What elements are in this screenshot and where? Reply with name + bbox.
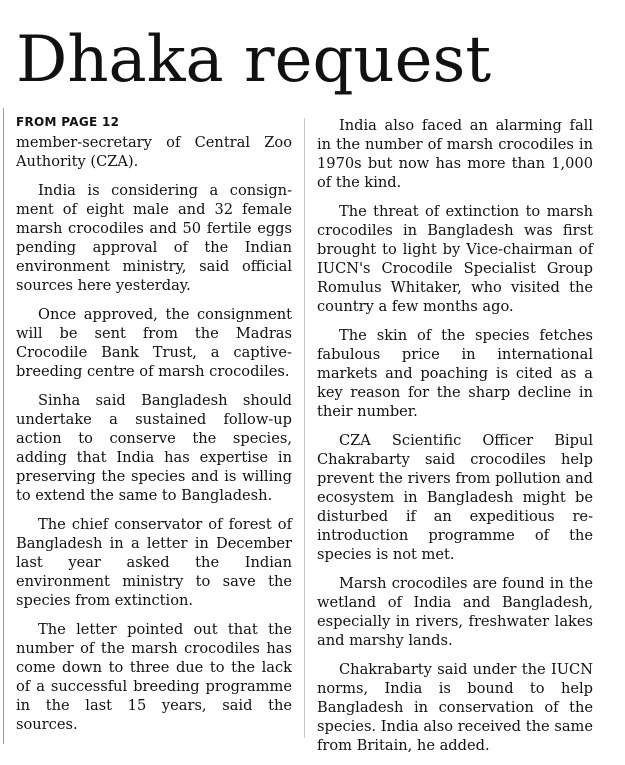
paragraph: Sinha said Bangladesh should undertake a sustained follow-up action to conserve the species, adding that India has expertise in preserving the species and is willing to extend the same to Bangladesh. <box>16 392 292 504</box>
paragraph: The chief conservator of forest of Bangladesh in a letter in December last year asked the Indian environment ministry to save the species from extinction. <box>16 516 292 609</box>
left-border-rule <box>3 108 4 744</box>
paragraph: India also faced an alarming fall in the number of marsh crocodiles in 1970s but now has more than 1,000 of the kind. <box>317 117 593 191</box>
paragraph: CZA Scientific Officer Bipul Chakrabarty said crocodiles help prevent the rivers from pollution and ecosystem in Bangladesh might be disturbed if an expeditious re-introduction programme of the species is not met. <box>317 432 593 563</box>
paragraph: Marsh crocodiles are found in the wetland of India and Bangladesh, especially in rivers, freshwater lakes and marshy lands. <box>317 575 593 649</box>
paragraph: The threat of extinction to marsh crocodiles in Bangladesh was first brought to light by Vice-chairman of IUCN's Crocodile Specialist Group Romulus Whitaker, who visited the country a few months ago. <box>317 203 593 315</box>
right-column <box>317 116 593 765</box>
paragraph: India is considering a consignment of eight male and 32 female marsh crocodiles and 50 fertile eggs pending approval of the Indian environment ministry, said official sources here yesterday. <box>16 182 292 294</box>
headline: Dhaka request <box>16 23 492 97</box>
paragraph: Once approved, the consignment will be sent from the Madras Crocodile Bank Trust, a captive-breeding centre of marsh crocodiles. <box>16 306 292 380</box>
column-divider <box>304 118 305 738</box>
jump-kicker: FROM PAGE 12 <box>16 115 120 129</box>
paragraph: The skin of the species fetches fabulous price in international markets and poaching is cited as a key reason for the sharp decline in their number. <box>317 327 593 420</box>
left-column <box>16 114 292 744</box>
paragraph: The letter pointed out that the number of the marsh crocodiles has come down to three due to the lack of a successful breeding programme in the last 15 years, said the sources. <box>16 621 292 733</box>
paragraph: Chakrabarty said under the IUCN norms, India is bound to help Bangladesh in conservation of the species. India also received the same from Britain, he added. <box>317 661 593 754</box>
paragraph: member-secretary of Central Zoo Authority (CZA). <box>16 134 292 170</box>
